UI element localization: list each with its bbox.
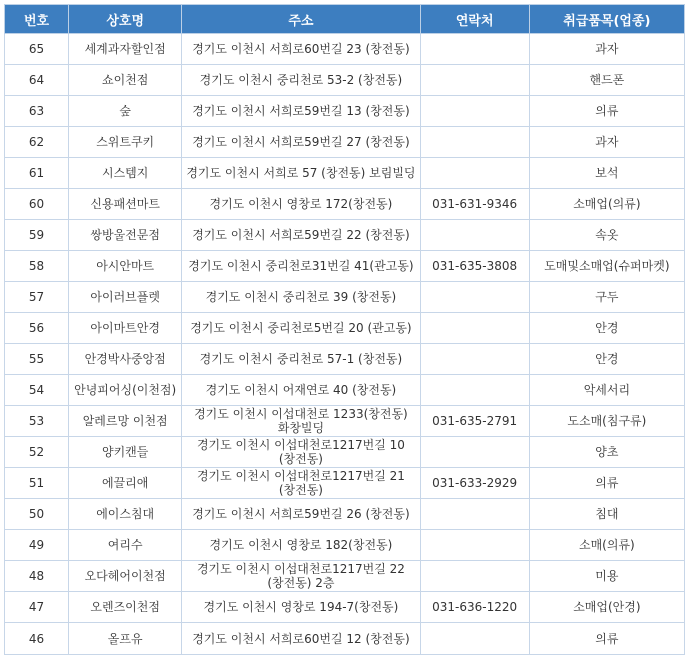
cell-address: 경기도 이천시 서희로59번길 22 (창전동) <box>182 220 420 251</box>
cell-address: 경기도 이천시 서희로60번길 23 (창전동) <box>182 34 420 65</box>
cell-contact <box>420 34 529 65</box>
cell-store-name: 쇼이천점 <box>69 65 182 96</box>
cell-category: 악세서리 <box>529 375 684 406</box>
cell-store-name: 세계과자할인점 <box>69 34 182 65</box>
header-store-name: 상호명 <box>69 5 182 34</box>
table-row <box>5 437 685 468</box>
cell-store-name: 신용패션마트 <box>69 189 182 220</box>
header-category: 취급품목(업종) <box>529 5 684 34</box>
header-number: 번호 <box>5 5 69 34</box>
cell-contact <box>420 561 529 592</box>
table-row <box>5 406 685 437</box>
cell-category: 보석 <box>529 158 684 189</box>
table-row <box>5 158 685 189</box>
cell-store-name: 여리수 <box>69 530 182 561</box>
cell-category: 도매및소매업(슈퍼마켓) <box>529 251 684 282</box>
table-row <box>5 65 685 96</box>
cell-contact <box>420 96 529 127</box>
cell-contact: 031-635-3808 <box>420 251 529 282</box>
cell-contact <box>420 158 529 189</box>
cell-store-name: 에이스침대 <box>69 499 182 530</box>
table-row <box>5 127 685 158</box>
cell-address: 경기도 이천시 중리천로31번길 41(관고동) <box>182 251 420 282</box>
cell-contact: 031-633-2929 <box>420 468 529 499</box>
cell-category: 소매업(의류) <box>529 189 684 220</box>
cell-contact <box>420 313 529 344</box>
cell-store-name: 쌍방울전문점 <box>69 220 182 251</box>
table-row <box>5 220 685 251</box>
table-row <box>5 375 685 406</box>
cell-category: 의류 <box>529 468 684 499</box>
cell-number: 55 <box>5 344 69 375</box>
cell-category: 핸드폰 <box>529 65 684 96</box>
cell-number: 48 <box>5 561 69 592</box>
cell-contact <box>420 375 529 406</box>
cell-number: 56 <box>5 313 69 344</box>
cell-number: 46 <box>5 623 69 655</box>
cell-category: 과자 <box>529 127 684 158</box>
cell-store-name: 아시안마트 <box>69 251 182 282</box>
cell-address: 경기도 이천시 중리천로 57-1 (창전동) <box>182 344 420 375</box>
cell-number: 65 <box>5 34 69 65</box>
cell-category: 구두 <box>529 282 684 313</box>
cell-store-name: 아이마트안경 <box>69 313 182 344</box>
cell-number: 62 <box>5 127 69 158</box>
cell-store-name: 오렌즈이천점 <box>69 592 182 623</box>
cell-contact <box>420 623 529 655</box>
cell-number: 51 <box>5 468 69 499</box>
table-row <box>5 282 685 313</box>
cell-category: 침대 <box>529 499 684 530</box>
cell-contact: 031-635-2791 <box>420 406 529 437</box>
cell-address: 경기도 이천시 영창로 182(창전동) <box>182 530 420 561</box>
cell-contact <box>420 437 529 468</box>
cell-category: 안경 <box>529 344 684 375</box>
cell-number: 59 <box>5 220 69 251</box>
cell-store-name: 시스템지 <box>69 158 182 189</box>
cell-number: 57 <box>5 282 69 313</box>
cell-store-name: 스위트쿠키 <box>69 127 182 158</box>
cell-address: 경기도 이천시 이섭대천로1217번길 10 (창전동) <box>182 437 420 468</box>
cell-category: 속옷 <box>529 220 684 251</box>
cell-number: 52 <box>5 437 69 468</box>
table-row <box>5 592 685 623</box>
cell-address: 경기도 이천시 영창로 172(창전동) <box>182 189 420 220</box>
cell-contact <box>420 65 529 96</box>
cell-store-name: 에끌리애 <box>69 468 182 499</box>
cell-store-name: 양키캔들 <box>69 437 182 468</box>
cell-store-name: 알레르망 이천점 <box>69 406 182 437</box>
cell-address: 경기도 이천시 이섭대천로 1233(창전동)화창빌딩 <box>182 406 420 437</box>
cell-store-name: 올프유 <box>69 623 182 655</box>
header-contact: 연락처 <box>420 5 529 34</box>
cell-category: 미용 <box>529 561 684 592</box>
cell-address: 경기도 이천시 중리천로 39 (창전동) <box>182 282 420 313</box>
cell-address: 경기도 이천시 중리천로 53-2 (창전동) <box>182 65 420 96</box>
cell-address: 경기도 이천시 이섭대천로1217번길 22 (창전동) 2층 <box>182 561 420 592</box>
table-header-row <box>5 5 685 34</box>
cell-address: 경기도 이천시 어재연로 40 (창전동) <box>182 375 420 406</box>
cell-contact <box>420 282 529 313</box>
cell-address: 경기도 이천시 서희로60번길 12 (창전동) <box>182 623 420 655</box>
table-row <box>5 313 685 344</box>
cell-address: 경기도 이천시 영창로 194-7(창전동) <box>182 592 420 623</box>
header-address: 주소 <box>182 5 420 34</box>
cell-category: 소매(의류) <box>529 530 684 561</box>
table-row <box>5 96 685 127</box>
cell-number: 63 <box>5 96 69 127</box>
table-row <box>5 468 685 499</box>
cell-store-name: 안경박사중앙점 <box>69 344 182 375</box>
store-list-table <box>4 4 685 655</box>
table-row <box>5 189 685 220</box>
cell-number: 64 <box>5 65 69 96</box>
table-row <box>5 34 685 65</box>
cell-number: 54 <box>5 375 69 406</box>
cell-category: 양초 <box>529 437 684 468</box>
cell-number: 47 <box>5 592 69 623</box>
table-row <box>5 623 685 655</box>
cell-category: 안경 <box>529 313 684 344</box>
cell-number: 60 <box>5 189 69 220</box>
cell-address: 경기도 이천시 이섭대천로1217번길 21 (창전동) <box>182 468 420 499</box>
cell-contact <box>420 220 529 251</box>
cell-number: 58 <box>5 251 69 282</box>
table-row <box>5 344 685 375</box>
cell-category: 과자 <box>529 34 684 65</box>
table-row <box>5 561 685 592</box>
table-row <box>5 251 685 282</box>
cell-contact: 031-636-1220 <box>420 592 529 623</box>
table-row <box>5 499 685 530</box>
cell-store-name: 숲 <box>69 96 182 127</box>
cell-contact <box>420 530 529 561</box>
cell-contact <box>420 344 529 375</box>
cell-contact <box>420 127 529 158</box>
table-row <box>5 530 685 561</box>
cell-store-name: 아이러브플렛 <box>69 282 182 313</box>
cell-contact <box>420 499 529 530</box>
cell-address: 경기도 이천시 서희로 57 (창전동) 보림빌딩 <box>182 158 420 189</box>
cell-store-name: 안녕피어싱(이천점) <box>69 375 182 406</box>
cell-address: 경기도 이천시 중리천로5번길 20 (관고동) <box>182 313 420 344</box>
cell-number: 61 <box>5 158 69 189</box>
cell-category: 의류 <box>529 623 684 655</box>
cell-category: 소매업(안경) <box>529 592 684 623</box>
cell-category: 도소매(침구류) <box>529 406 684 437</box>
cell-number: 53 <box>5 406 69 437</box>
cell-number: 49 <box>5 530 69 561</box>
cell-store-name: 오다헤어이천점 <box>69 561 182 592</box>
cell-address: 경기도 이천시 서희로59번길 27 (창전동) <box>182 127 420 158</box>
cell-number: 50 <box>5 499 69 530</box>
cell-category: 의류 <box>529 96 684 127</box>
cell-address: 경기도 이천시 서희로59번길 13 (창전동) <box>182 96 420 127</box>
cell-address: 경기도 이천시 서희로59번길 26 (창전동) <box>182 499 420 530</box>
cell-contact: 031-631-9346 <box>420 189 529 220</box>
